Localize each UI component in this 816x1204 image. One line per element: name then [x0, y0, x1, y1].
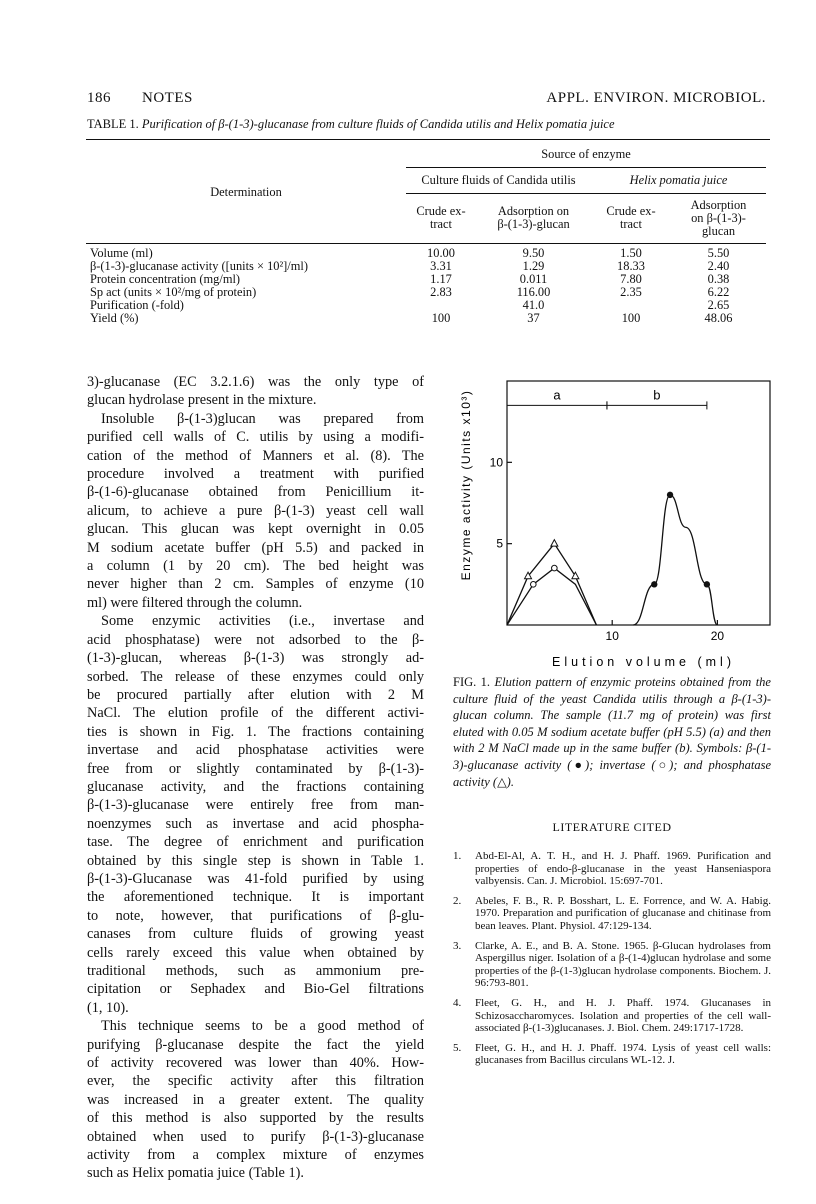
cell: 0.011 [519, 272, 548, 286]
table-caption-label: TABLE 1. [87, 117, 139, 131]
text-line: 3)-glucanase (EC 3.2.1.6) was the only type of [87, 374, 424, 390]
text-line: never higher than 2 cm. Samples of enzyme (10 [87, 576, 424, 593]
text-line: ever, the specific activity after this filtration [87, 1073, 424, 1090]
cell: 2.35 [620, 285, 642, 299]
text-line: traditional methods, such as ammonium pre- [87, 963, 424, 979]
text-line: M sodium acetate buffer (pH 5.5) and packed in [87, 539, 424, 556]
cell: 0.38 [707, 272, 730, 286]
text-line: canases from culture fluids of growing yeast [87, 926, 424, 943]
text-line: Insoluble β-(1-3)glucan was prepared from [101, 410, 424, 427]
text-line: such as Helix pomatia juice (Table 1). [87, 1165, 304, 1182]
reference-text: Abeles, F. B., R. P. Bosshart, L. E. Forrence, and W. A. Habig. 1970. Preparation and purification of glucanase and chitinase from bean leaves. Plant. Physiol. 47:129-134. [475, 894, 771, 932]
reference-number: 5. [453, 1041, 462, 1054]
reference-number: 2. [453, 894, 462, 907]
body-text-column [87, 373, 424, 1183]
table-row [86, 299, 766, 312]
cell: 37 [527, 311, 540, 325]
cell: 7.80 [620, 272, 642, 286]
text-line: obtained when used to purify β-(1-3)-glucanase [87, 1128, 424, 1145]
reference-text: Fleet, G. H., and H. J. Phaff. 1974. Lysis of yeast cell walls: glucanases from Bacillus circulans WL-12. J. [475, 1041, 771, 1067]
data-point-phosphatase [551, 540, 558, 547]
cell: 6.22 [707, 285, 730, 299]
text-line: cipitation or Sephadex and Bio-Gel filtrations [87, 981, 424, 998]
determination-header: Determination [210, 185, 282, 200]
reference-text: Clarke, A. E., and B. A. Stone. 1965. β-Glucan hydrolases from Aspergillus niger. Isolation of a β-(1-4)glucan hydrolase and some properties of the β-(1-3)glucan hydrolase components. Biochem. J. 96:793-801. [475, 939, 771, 990]
text-line: invertase and acid phosphatase activities were [87, 742, 424, 759]
cell: 10.00 [427, 246, 455, 260]
table-row [86, 286, 766, 299]
text-line: of activity recovered was lower than 40%. How- [87, 1055, 424, 1072]
y-axis-label: Enzyme activity (Units x10³) [459, 389, 473, 581]
text-line: glucanase activity, and the fractions containing [87, 778, 424, 795]
cell: 2.40 [707, 259, 730, 273]
plot-frame [507, 381, 770, 625]
reference-item [449, 940, 771, 990]
text-line: activity from a complex mixture of enzymes [87, 1147, 424, 1164]
text-line: noenzymes such as invertase and acid phospha- [87, 815, 424, 832]
row-label: Protein concentration (mg/ml) [90, 272, 241, 286]
reference-number: 1. [453, 850, 462, 862]
reference-item [449, 1042, 771, 1067]
literature-heading: LITERATURE CITED [552, 820, 672, 834]
figure-caption-text: Elution pattern of enzymic proteins obtained from the culture fluid of the yeast Candida utilis through a β-(1-3)-glucan column. The sample (11.7 mg of protein) was first eluted with 0.05 M sodium acetate buffer (pH 5.5) (a) and then with 2 M NaCl made up in the same buffer (b). Symbols: β-(1-3)-glucanase activity (●); invertase (○); and phosphatase activity (△). [453, 675, 771, 789]
x-tick-label: 10 [605, 629, 619, 643]
reference-text: Abd-El-Al, A. T. H., and H. J. Phaff. 1969. Purification and properties of endo-β-glucanase in the yeast Hanseniaspora valbyensis. Can. J. Microbiol. 15:697-701. [475, 850, 771, 888]
data-point-invertase [552, 565, 558, 571]
subheader: Adsorption on β-(1-3)-glucan [497, 204, 570, 231]
row-label: β-(1-3)-glucanase activity ([units × 10²]/ml) [90, 259, 308, 273]
text-line: free from or slightly contaminated by β-(1-3)- [87, 760, 424, 777]
data-point-glucanase [651, 581, 657, 587]
data-point-invertase [531, 582, 537, 588]
subheader: Adsorption on β-(1-3)- glucan [690, 197, 747, 238]
reference-number: 4. [453, 996, 462, 1009]
cell: 3.31 [430, 259, 452, 273]
subheader: Crude ex- tract [606, 204, 656, 231]
page-number: 186 [87, 90, 111, 106]
text-line: was increased in a greater extent. The quality [87, 1091, 424, 1108]
text-line: β-(1-3)-Glucanase was 41-fold purified by using [87, 870, 424, 887]
data-point-glucanase [704, 581, 710, 587]
row-label: Sp act (units × 10²/mg of protein) [90, 285, 257, 299]
text-line: ml) were filtered through the column. [87, 594, 303, 611]
x-axis-label: Elution volume (ml) [552, 655, 735, 669]
cell: 2.83 [430, 285, 452, 299]
series-line [507, 544, 596, 625]
group-helix: Helix pomatia juice [591, 167, 766, 193]
journal-name: APPL. ENVIRON. MICROBIOL. [546, 90, 766, 106]
region-label: b [653, 387, 661, 403]
cell: 48.06 [704, 311, 733, 325]
cell: 5.50 [707, 246, 730, 260]
text-line: (1-3)-glucan, whereas β-(1-3) was strongly ad- [87, 650, 424, 667]
text-line: purifying β-glucanase despite the fact the yield [87, 1036, 424, 1053]
row-label: Purification (-fold) [90, 298, 184, 312]
series-line [633, 495, 717, 625]
cell: 1.17 [430, 272, 452, 286]
text-line: This technique seems to be a good method of [101, 1018, 424, 1035]
table-row [86, 312, 766, 325]
text-line: purified cell walls of C. utilis by using a modifi- [87, 429, 424, 446]
subheader: Crude ex- tract [416, 204, 466, 231]
reference-item [449, 997, 771, 1035]
cell: 100 [431, 311, 451, 325]
reference-item [449, 895, 771, 933]
source-header: Source of enzyme [406, 143, 766, 167]
x-tick-label: 20 [710, 629, 725, 643]
text-line: Some enzymic activities (i.e., invertase and [101, 613, 424, 630]
text-line: alicum, to achieve a pure β-(1-3) yeast cell wall [87, 502, 424, 519]
figure-caption-label: FIG. 1. [453, 675, 491, 689]
table-top-rule [86, 139, 770, 140]
text-line: obtained by this single step is shown in Table 1. [87, 852, 424, 869]
text-line: sorbed. The release of these enzymes could only [87, 668, 424, 685]
text-line: acid phosphatase) were not adsorbed to the β- [87, 631, 424, 648]
text-line: (1, 10). [87, 999, 129, 1016]
text-line: β-(1-3)-glucanase were entirely free from man- [87, 797, 424, 814]
cell: 1.29 [522, 259, 545, 273]
cell: 116.00 [516, 285, 551, 299]
reference-text: Fleet, G. H., and H. J. Phaff. 1974. Glucanases in Schizosaccharomyces. Isolation and properties of the cell wall-associated β-(1-3)glucanases. J. Biol. Chem. 249:1717-1728. [475, 996, 771, 1035]
purification-table [86, 143, 766, 325]
text-line: be procured partially after elution with 2 M [87, 686, 424, 703]
text-line: tase. The degree of enrichment and purification [87, 834, 424, 851]
text-line: cells rarely exceed this value when obtained by [87, 944, 424, 961]
text-line: to note, however, that purifications of β-glu- [87, 907, 424, 924]
cell: 9.50 [522, 246, 545, 260]
table-caption-text: Purification of β-(1-3)-glucanase from culture fluids of Candida utilis and Helix pomatia juice [141, 117, 615, 131]
cell: 1.50 [620, 246, 642, 260]
text-line: of this method is also supported by the results [87, 1110, 424, 1127]
text-line: the aforementioned technique. It is important [87, 889, 424, 906]
cell: 100 [621, 311, 641, 325]
region-label: a [553, 387, 561, 403]
row-label: Yield (%) [90, 311, 139, 325]
data-point-glucanase [667, 492, 673, 498]
reference-item [449, 850, 771, 888]
text-line: glucan. This glucan was kept overnight in 0.05 [87, 521, 424, 538]
row-label: Volume (ml) [90, 246, 153, 260]
cell: 18.33 [617, 259, 645, 273]
text-line: a column (1 by 20 cm). The bed height was [87, 558, 424, 575]
text-line: glucan hydrolase present in the mixture. [87, 392, 317, 409]
cell: 41.0 [522, 298, 545, 312]
cell: 2.65 [707, 298, 730, 312]
text-line: procedure involved a treatment with purified [87, 466, 424, 483]
text-line: NaCl. The elution profile of the different activi- [87, 705, 424, 722]
section-title: NOTES [142, 90, 193, 106]
figure-1-chart [452, 368, 782, 674]
group-candida: Culture fluids of Candida utilis [406, 167, 591, 193]
reference-list [449, 850, 771, 1074]
text-line: ties is shown in Fig. 1. The fractions containing [87, 723, 424, 740]
series-line [507, 568, 596, 625]
reference-number: 3. [453, 939, 462, 952]
y-tick-label: 5 [496, 536, 503, 551]
text-line: β-(1-6)-glucanase obtained from Penicillium it- [87, 484, 424, 501]
figure-caption [453, 674, 771, 790]
y-tick-label: 10 [489, 455, 503, 470]
table-caption [87, 117, 777, 132]
text-line: cation of the method of Manners et al. (8). The [87, 447, 424, 464]
